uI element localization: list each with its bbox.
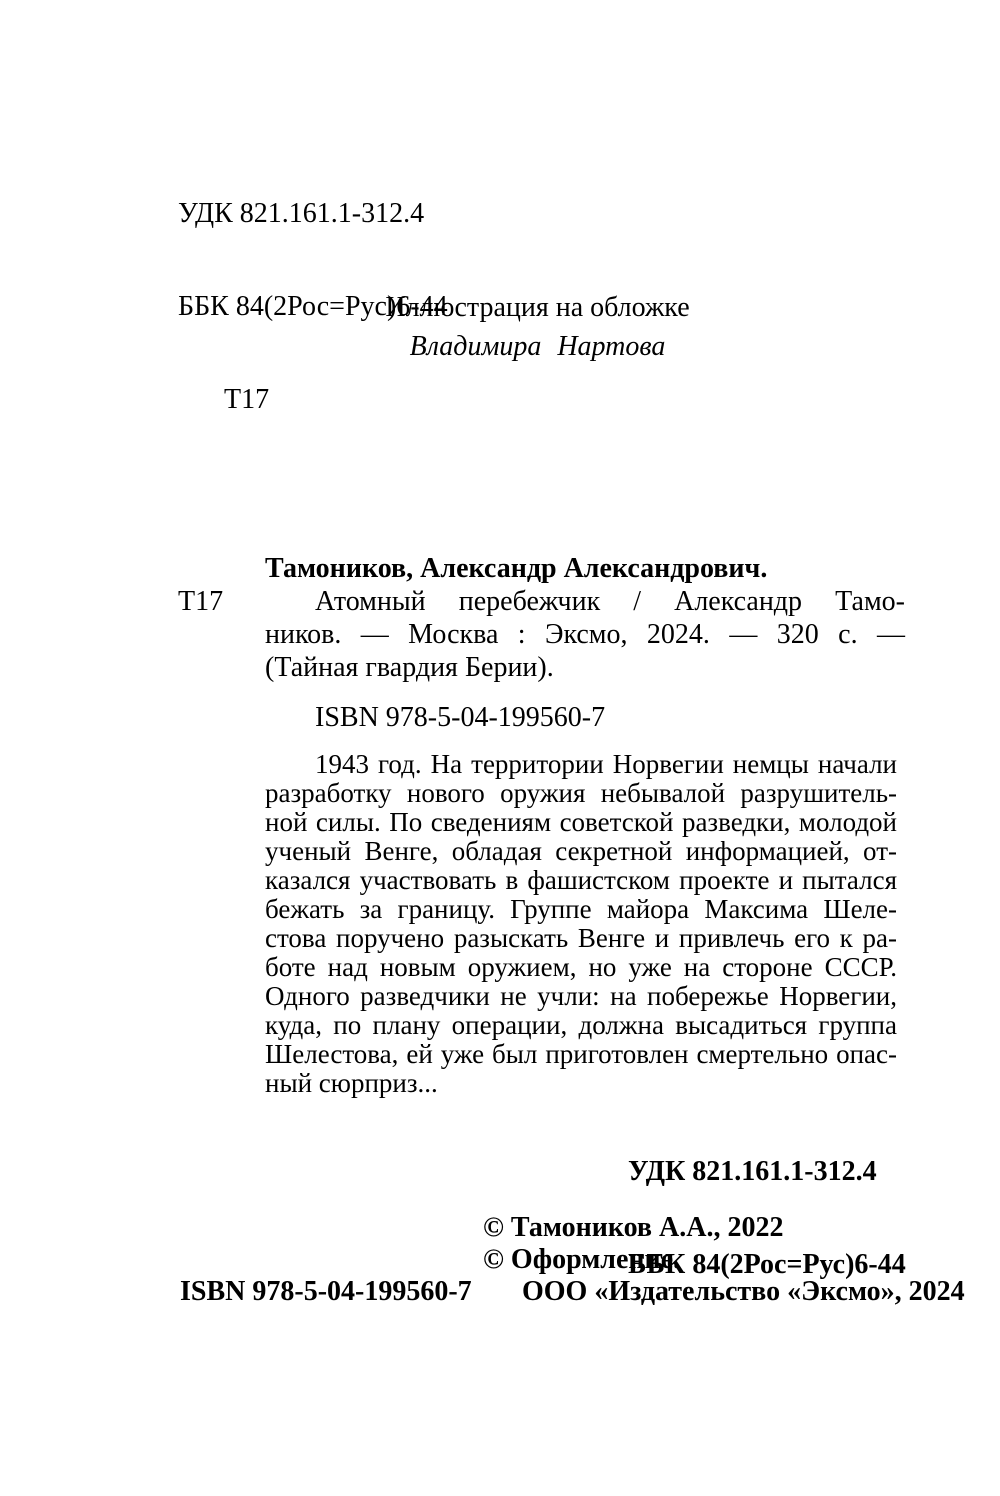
- copyright-publisher: ООО «Издательство «Эксмо», 2024: [522, 1276, 965, 1307]
- annotation-line: Шелестова, ей уже был приготовлен смертельно опас-: [265, 1039, 897, 1069]
- cover-credit-title: Иллюстрация на обложке: [385, 292, 690, 323]
- annotation-line: ученый Венге, обладая секретной информацией, от-: [265, 836, 897, 866]
- biblio-line-1: Атомный перебежчик / Александр Тамо-: [315, 586, 905, 617]
- biblio-hanging-code: Т17: [178, 586, 224, 617]
- biblio-line-3: (Тайная гвардия Берии).: [265, 652, 554, 683]
- annotation-line: стова поручено разыскать Венге и привлечь его к ра-: [265, 923, 897, 953]
- udk-bottom-line: УДК 821.161.1-312.4: [628, 1156, 877, 1187]
- biblio-author-header: Тамоников, Александр Александрович.: [265, 553, 768, 584]
- annotation-line: бежать за границу. Группе майора Максима Шеле-: [265, 894, 897, 924]
- annotation-line: Одного разведчики не учли: на побережье Норвегии,: [265, 981, 897, 1011]
- isbn-line: ISBN 978-5-04-199560-7: [315, 702, 606, 733]
- annotation-line: боте над новым оружием, но уже на стороне СССР.: [265, 952, 897, 982]
- copyright-design-line: © Оформление.: [483, 1244, 681, 1275]
- annotation-line: ной силы. По сведениям советской разведки, молодой: [265, 807, 897, 837]
- cover-credit-block: [175, 292, 900, 362]
- bibliographic-record: [178, 552, 905, 684]
- annotation-line: 1943 год. На территории Норвегии немцы начали: [315, 749, 897, 779]
- annotation-line: ный сюрприз...: [265, 1068, 438, 1098]
- annotation-line: казался участвовать в фашистском проекте и пытался: [265, 865, 897, 895]
- copyright-author-line: © Тамоников А.А., 2022: [483, 1212, 784, 1243]
- biblio-line-2: ников. — Москва : Эксмо, 2024. — 320 с. —: [265, 619, 905, 650]
- udk-top-line: УДК 821.161.1-312.4: [178, 198, 425, 229]
- annotation-paragraph: [265, 750, 897, 1098]
- annotation-line: разработку нового оружия небывалой разрушитель-: [265, 778, 897, 808]
- author-sign-code: Т17: [224, 384, 270, 415]
- copyright-isbn: ISBN 978-5-04-199560-7: [180, 1276, 472, 1307]
- cover-credit-artist: Владимира Нартова: [409, 331, 666, 362]
- bbk-top-line: ББК 84(2Рос=Рус)6-44: [178, 291, 448, 322]
- bbk-bottom-line: ББК 84(2Рос=Рус)6-44: [628, 1249, 906, 1280]
- annotation-line: куда, по плану операции, должна высадиться группа: [265, 1010, 897, 1040]
